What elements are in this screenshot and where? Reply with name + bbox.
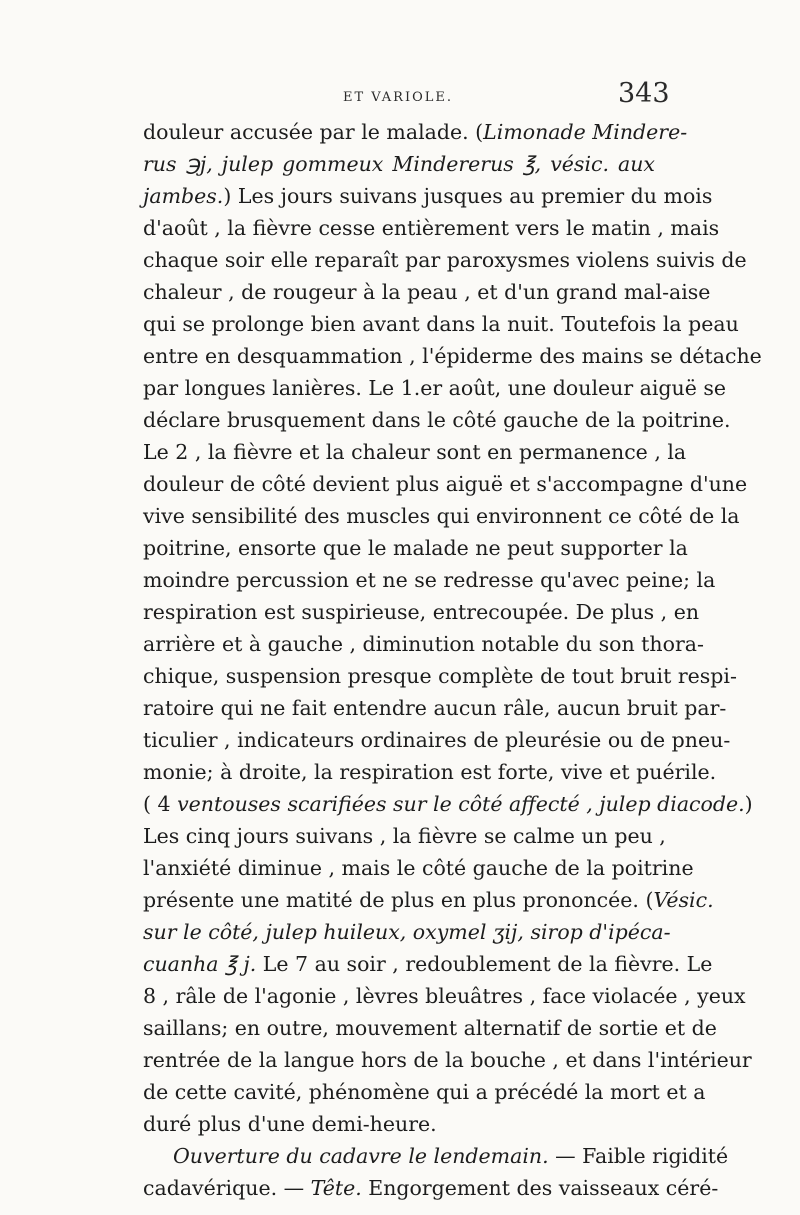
text-segment: ratoire qui ne fait entendre aucun râle, aucun bruit par-: [143, 696, 727, 720]
italic-text-segment: rus ℈j, julep gommeux Mindererus ℥, vésic. aux: [143, 152, 655, 176]
text-line: [143, 532, 688, 564]
text-line: [143, 628, 704, 660]
text-segment: douleur de côté devient plus aiguë et s'accompagne d'une: [143, 472, 748, 496]
text-segment: ticulier , indicateurs ordinaires de pleurésie ou de pneu-: [143, 728, 731, 752]
text-segment: Les cinq jours suivans , la fièvre se calme un peu ,: [143, 824, 666, 848]
text-segment: duré plus d'une demi-heure.: [143, 1112, 437, 1136]
text-line: [143, 948, 713, 980]
text-segment: l'anxiété diminue , mais le côté gauche de la poitrine: [143, 856, 694, 880]
text-segment: qui se prolonge bien avant dans la nuit. Toutefois la peau: [143, 312, 739, 336]
text-segment: arrière et à gauche , diminution notable du son thora-: [143, 632, 704, 656]
italic-text-segment: cuanha ℥ j.: [143, 952, 257, 976]
text-segment: d'août , la fièvre cesse entièrement vers le matin , mais: [143, 216, 720, 240]
text-line: [143, 660, 737, 692]
text-segment: chique, suspension presque complète de tout bruit respi-: [143, 664, 737, 688]
text-line: [143, 340, 762, 372]
text-segment: par longues lanières. Le 1.er août, une douleur aiguë se: [143, 376, 727, 400]
text-line: [143, 1140, 729, 1172]
text-line: [143, 500, 740, 532]
text-line: [143, 1044, 752, 1076]
italic-text-segment: ventouses scarifiées sur le côté affecté , julep diacode.: [177, 792, 745, 816]
text-segment: monie; à droite, la respiration est forte, vive et puérile.: [143, 760, 717, 784]
text-segment: ): [744, 792, 753, 816]
text-segment: Le 7 au soir , redoublement de la fièvre. Le: [256, 952, 713, 976]
text-segment: saillans; en outre, mouvement alternatif de sortie et de: [143, 1016, 717, 1040]
text-line: [143, 980, 746, 1012]
text-segment: vive sensibilité des muscles qui environnent ce côté de la: [143, 504, 740, 528]
running-head: ET VARIOLE.: [343, 90, 454, 105]
text-segment: 8 , râle de l'agonie , lèvres bleuâtres , face violacée , yeux: [143, 984, 746, 1008]
text-line: [143, 564, 716, 596]
italic-text-segment: jambes.: [143, 184, 224, 208]
text-line: [143, 180, 713, 212]
text-line: [143, 276, 711, 308]
text-line: [143, 436, 687, 468]
text-segment: ( 4: [143, 792, 178, 816]
text-segment: respiration est suspirieuse, entrecoupée. De plus , en: [143, 600, 700, 624]
text-segment: ) Les jours suivans jusques au premier du mois: [223, 184, 713, 208]
page-number: 343: [618, 78, 670, 109]
text-segment: chaleur , de rougeur à la peau , et d'un grand mal-aise: [143, 280, 711, 304]
text-line: [143, 596, 700, 628]
text-segment: de cette cavité, phénomène qui a précédé la mort et a: [143, 1080, 706, 1104]
text-segment: Le 2 , la fièvre et la chaleur sont en permanence , la: [143, 440, 687, 464]
italic-text-segment: Vésic.: [653, 888, 714, 912]
italic-text-segment: sur le côté, julep huileux, oxymel ʒij, sirop d'ipéca-: [143, 920, 671, 944]
text-line: [143, 212, 720, 244]
text-line: [143, 820, 666, 852]
text-segment: entre en desquammation , l'épiderme des mains se détache: [143, 344, 762, 368]
text-line: [143, 692, 727, 724]
text-segment: déclare brusquement dans le côté gauche de la poitrine.: [143, 408, 731, 432]
text-line: [143, 372, 727, 404]
text-line: [143, 1012, 717, 1044]
text-line: [143, 308, 739, 340]
text-segment: douleur accusée par le malade. (: [143, 120, 484, 144]
text-line: [143, 244, 747, 276]
text-segment: — Faible rigidité: [548, 1144, 729, 1168]
text-line: [143, 916, 671, 948]
text-line: [143, 468, 748, 500]
text-segment: cadavérique. —: [143, 1176, 311, 1200]
text-segment: chaque soir elle reparaît par paroxysmes violens suivis de: [143, 248, 747, 272]
text-segment: moindre percussion et ne se redresse qu'avec peine; la: [143, 568, 716, 592]
text-line: [143, 1172, 719, 1204]
text-line: [143, 852, 694, 884]
text-line: [143, 148, 655, 180]
text-line: [143, 404, 731, 436]
text-segment: présente une matité de plus en plus prononcée. (: [143, 888, 654, 912]
text-segment: Engorgement des vaisseaux céré-: [361, 1176, 719, 1200]
text-segment: poitrine, ensorte que le malade ne peut supporter la: [143, 536, 688, 560]
text-line: [143, 884, 714, 916]
text-line: [143, 1076, 706, 1108]
text-line: [143, 724, 731, 756]
text-line: [143, 1108, 655, 1140]
text-line: [143, 116, 688, 148]
italic-text-segment: Tête.: [310, 1176, 362, 1200]
body-text: [143, 116, 762, 1204]
italic-text-segment: Limonade Mindere-: [483, 120, 688, 144]
text-line: [143, 788, 753, 820]
text-line: [143, 756, 717, 788]
text-segment: rentrée de la langue hors de la bouche , et dans l'intérieur: [143, 1048, 752, 1072]
italic-text-segment: Ouverture du cadavre le lendemain.: [173, 1144, 549, 1168]
